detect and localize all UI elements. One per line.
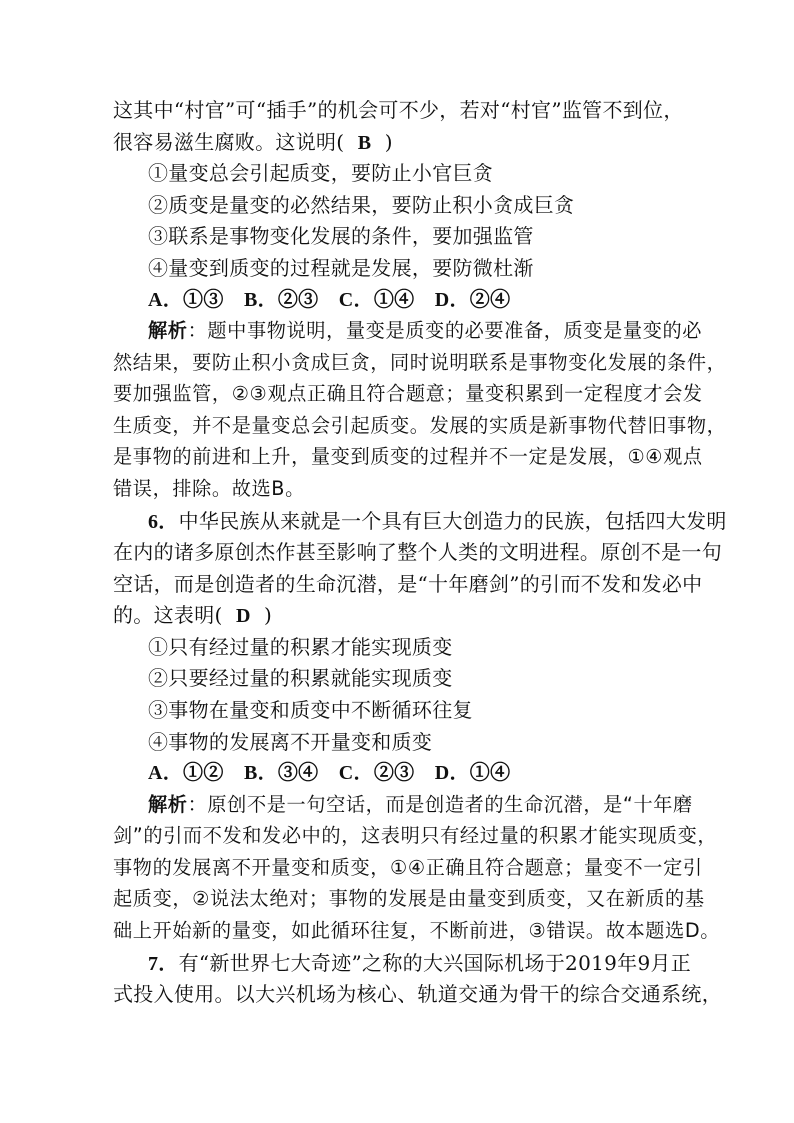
q6-analysis-line-3: 事物的发展离不开量变和质变，①④正确且符合题意；量变不一定引 bbox=[113, 856, 703, 879]
q6-analysis-line-5: 础上开始新的量变，如此循环往复，不断前进，③错误。故本题选D。 bbox=[113, 919, 721, 942]
q5-analysis-line-6: 错误，排除。故选B。 bbox=[113, 477, 305, 500]
q6-analysis-label: 解析 bbox=[148, 793, 188, 816]
q6-analysis-line-1 bbox=[0, 789, 794, 821]
q5-analysis-label: 解析 bbox=[148, 319, 188, 342]
q6-analysis-line-4: 起质变，②说法太绝对；事物的发展是由量变到质变，又在新质的基 bbox=[113, 887, 705, 910]
q5-stem-text-2: 很容易滋生腐败。这说明( bbox=[113, 130, 345, 154]
q6-stem-line-4 bbox=[0, 599, 794, 632]
q5-analysis-line-5: 是事物的前进和上升，量变到质变的过程并不一定是发展，①④观点 bbox=[113, 445, 703, 468]
q6-stem-text-4: 的。这表明( bbox=[113, 603, 223, 627]
q7-stem-line-1 bbox=[0, 947, 794, 980]
q5-analysis-line-1 bbox=[0, 315, 794, 347]
q6-item-4: ④事物的发展离不开量变和质变 bbox=[148, 730, 433, 754]
q6-stem-line-1 bbox=[0, 505, 794, 538]
q6-stem-line-2: 在内的诸多原创杰作甚至影响了整个人类的文明进程。原创不是一句 bbox=[113, 540, 722, 564]
q6-number: 6． bbox=[148, 511, 179, 533]
q6-answer: D bbox=[235, 605, 251, 627]
q5-item-2: ②质变是量变的必然结果，要防止积小贪成巨贪 bbox=[148, 193, 575, 217]
q6-stem-close: ) bbox=[264, 603, 273, 627]
q6-analysis-text-1: ：原创不是一句空话，而是创造者的生命沉潜，是“十年磨 bbox=[187, 793, 693, 816]
q5-analysis-line-2: 然结果，要防止积小贪成巨贪，同时说明联系是事物变化发展的条件， bbox=[113, 351, 727, 374]
q5-stem-line-1 bbox=[0, 94, 794, 126]
q5-item-1: ①量变总会引起质变，要防止小官巨贪 bbox=[148, 161, 494, 185]
q6-item-3: ③事物在量变和质变中不断循环往复 bbox=[148, 698, 473, 722]
q5-answer: B bbox=[357, 132, 372, 154]
q7-stem-text-1: 有“新世界七大奇迹”之称的大兴国际机场于2019年9月正 bbox=[178, 951, 692, 975]
q6-stem-line-3: 空话，而是创造者的生命沉潜，是“十年磨剑”的引而不发和发必中 bbox=[113, 572, 703, 596]
q6-item-2: ②只要经过量的积累就能实现质变 bbox=[148, 666, 453, 690]
q5-analysis-text-1: ：题中事物说明，量变是质变的必要准备，质变是量变的必 bbox=[187, 319, 703, 342]
q6-item-1: ①只有经过量的积累才能实现质变 bbox=[148, 635, 453, 659]
q5-analysis-line-3: 要加强监管，②③观点正确且符合题意；量变积累到一定程度才会发 bbox=[113, 382, 703, 405]
q6-analysis-line-2: 剑”的引而不发和发必中的，这表明只有经过量的积累才能实现质变， bbox=[113, 824, 718, 847]
q7-number: 7． bbox=[148, 953, 179, 975]
q5-options: A．①③ B．②③ C．①④ D．②④ bbox=[148, 289, 511, 311]
q5-stem-text-1: 这其中“村官”可“插手”的机会可不少，若对“村官”监管不到位， bbox=[113, 98, 684, 122]
q6-options: A．①② B．③④ C．②③ D．①④ bbox=[148, 762, 511, 784]
q5-analysis-line-4: 生质变，并不是量变总会引起质变。发展的实质是新事物代替旧事物， bbox=[113, 414, 727, 437]
q6-stem-text-1: 中华民族从来就是一个具有巨大创造力的民族，包括四大发明 bbox=[178, 509, 727, 533]
q5-item-4: ④量变到质变的过程就是发展，要防微杜渐 bbox=[148, 256, 534, 280]
q5-stem-line-2 bbox=[0, 126, 794, 159]
q5-stem-close: ) bbox=[384, 130, 393, 154]
q7-stem-line-2: 式投入使用。以大兴机场为核心、轨道交通为骨干的综合交通系统， bbox=[113, 982, 722, 1006]
q5-item-3: ③联系是事物变化发展的条件，要加强监管 bbox=[148, 224, 534, 248]
